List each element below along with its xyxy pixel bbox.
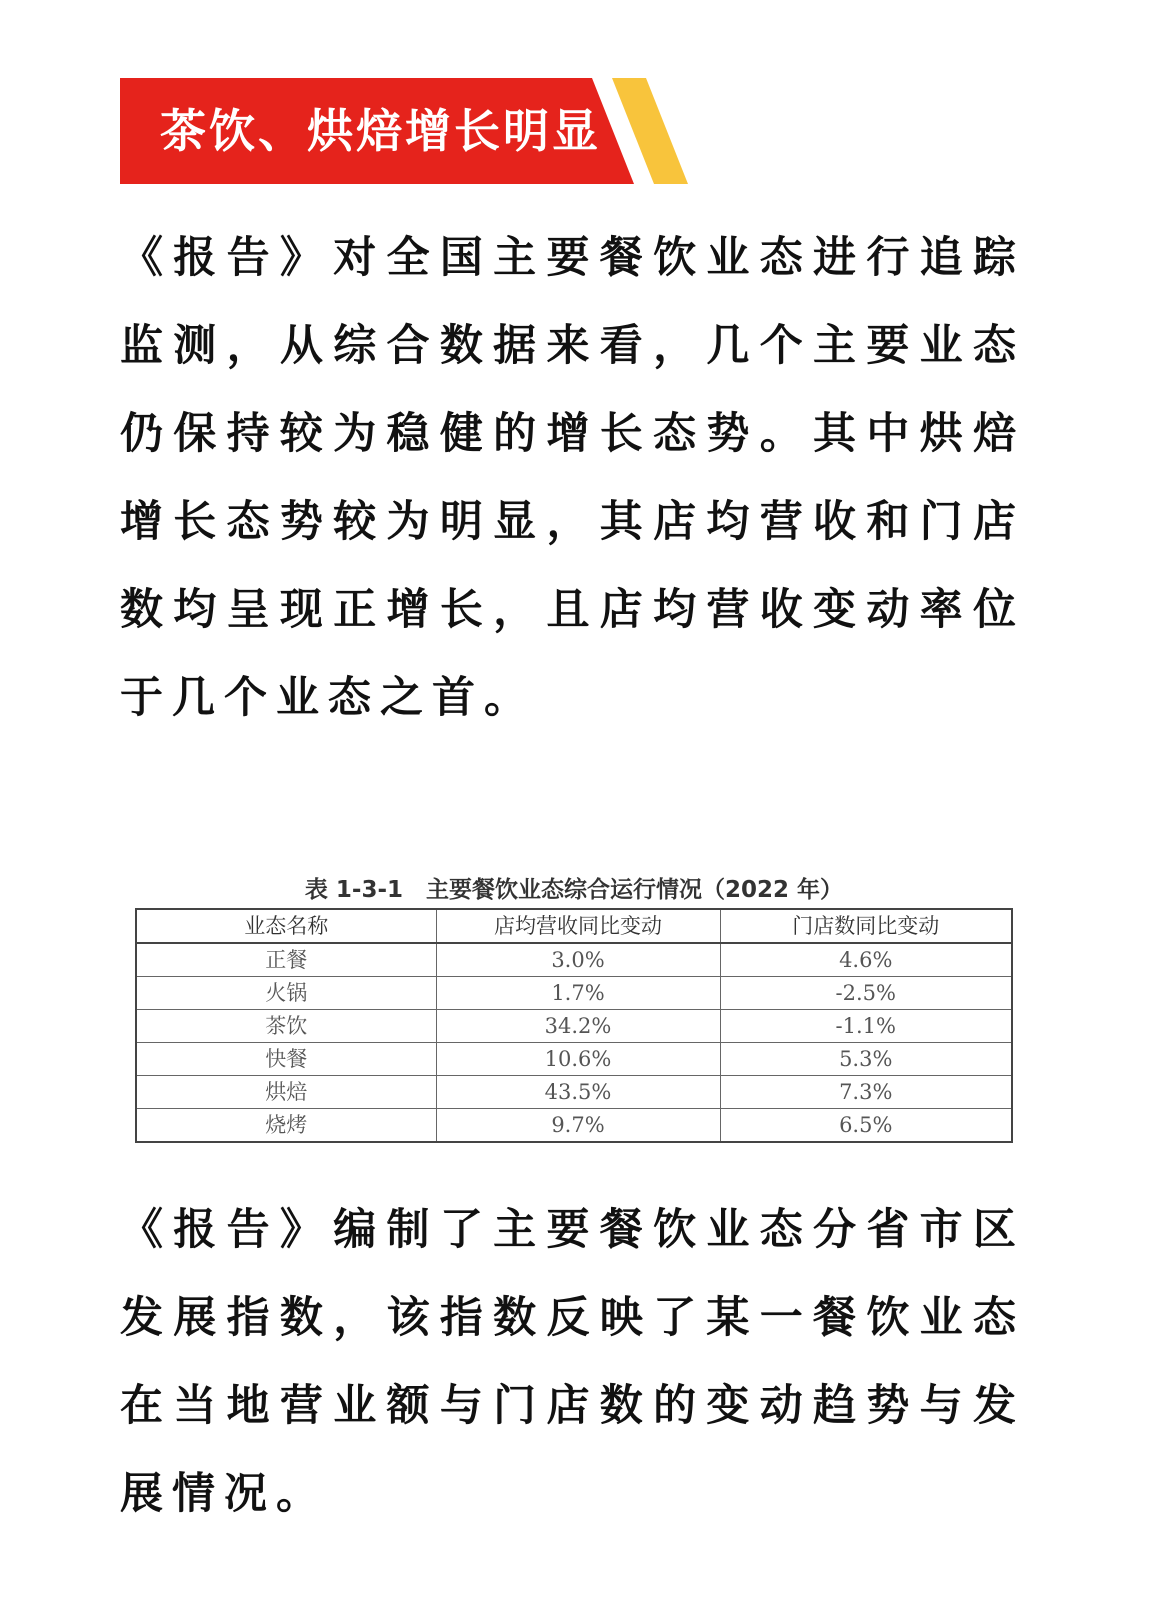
table-header-row <box>136 909 1012 943</box>
cell-format: 正餐 <box>136 943 436 977</box>
table-row <box>136 1109 1012 1143</box>
cell-format: 快餐 <box>136 1043 436 1076</box>
header-format-name: 业态名称 <box>136 909 436 943</box>
table-row <box>136 943 1012 977</box>
header-store-change: 门店数同比变动 <box>720 909 1012 943</box>
cell-stores: 5.3% <box>720 1043 1012 1076</box>
table-row <box>136 1076 1012 1109</box>
section-title: 茶饮、烘焙增长明显 <box>160 104 601 158</box>
paragraph-intro: 《报告》对全国主要餐饮业态进行追踪监测，从综合数据来看，几个主要业态仍保持较为稳健的增长态势。其中烘焙增长态势较为明显，其店均营收和门店数均呈现正增长，且店均营收变动率位于几个业态之首。 <box>120 233 1025 723</box>
table-row <box>136 1010 1012 1043</box>
table-caption: 表 1-3-1 主要餐饮业态综合运行情况（2022 年） <box>304 877 844 903</box>
cell-revenue: 34.2% <box>436 1010 720 1043</box>
section-banner <box>120 78 700 184</box>
cell-stores: -2.5% <box>720 977 1012 1010</box>
cell-format: 火锅 <box>136 977 436 1010</box>
cell-stores: -1.1% <box>720 1010 1012 1043</box>
table-row <box>136 1043 1012 1076</box>
cell-revenue: 3.0% <box>436 943 720 977</box>
table-row <box>136 977 1012 1010</box>
paragraph-index: 《报告》编制了主要餐饮业态分省市区发展指数，该指数反映了某一餐饮业态在当地营业额与门店数的变动趋势与发展情况。 <box>120 1205 1025 1519</box>
cell-revenue: 10.6% <box>436 1043 720 1076</box>
cell-revenue: 9.7% <box>436 1109 720 1143</box>
header-revenue-change: 店均营收同比变动 <box>436 909 720 943</box>
cell-format: 茶饮 <box>136 1010 436 1043</box>
cell-format: 烘焙 <box>136 1076 436 1109</box>
cell-stores: 7.3% <box>720 1076 1012 1109</box>
cell-revenue: 43.5% <box>436 1076 720 1109</box>
cell-stores: 4.6% <box>720 943 1012 977</box>
cell-format: 烧烤 <box>136 1109 436 1143</box>
table-figure <box>135 872 1013 1143</box>
cell-revenue: 1.7% <box>436 977 720 1010</box>
operations-table <box>135 908 1013 1143</box>
cell-stores: 6.5% <box>720 1109 1012 1143</box>
